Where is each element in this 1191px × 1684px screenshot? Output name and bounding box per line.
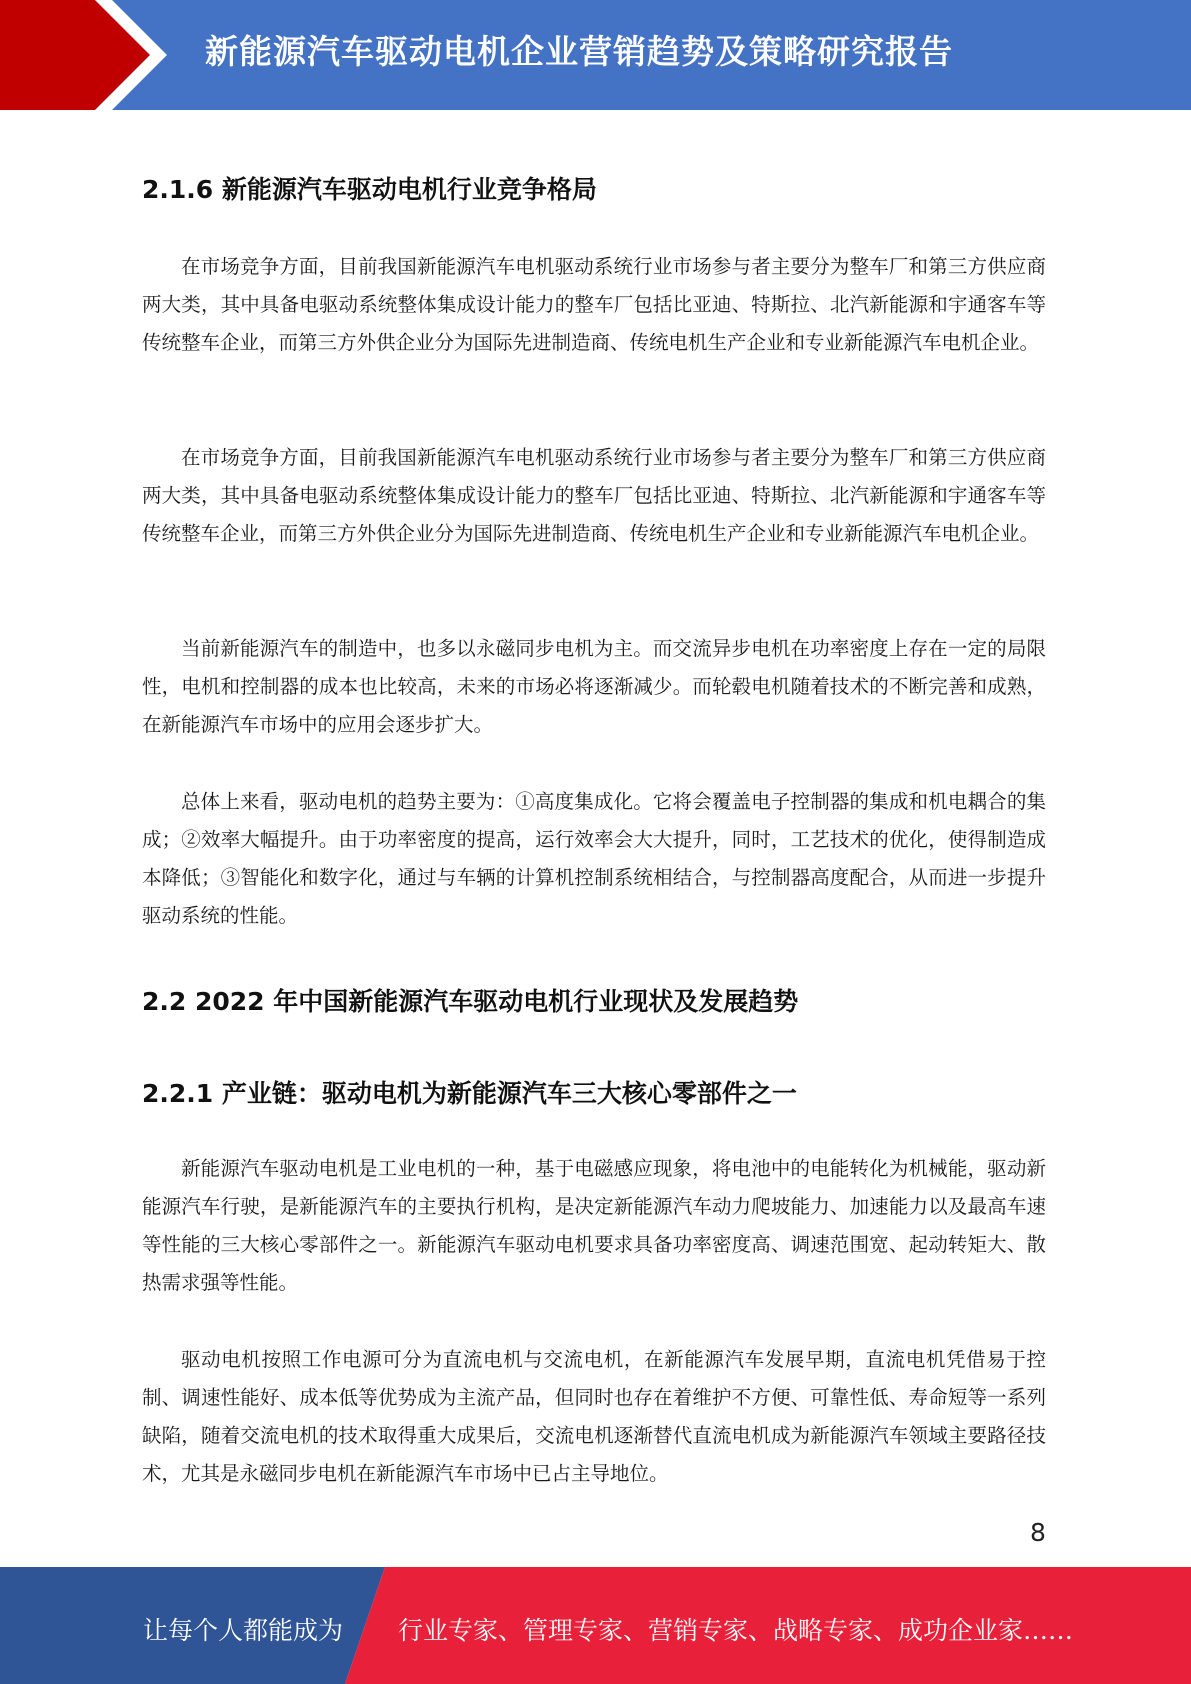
paragraph: 当前新能源汽车的制造中，也多以永磁同步电机为主。而交流异步电机在功率密度上存在一定的局限性，电机和控制器的成本也比较高，未来的市场必将逐渐减少。而轮毂电机随着技术的不断完善和成熟，在新能源汽车市场中的应用会逐步扩大。 — [142, 637, 1046, 736]
page-number: 8 — [1030, 1518, 1046, 1547]
footer-slogan-left: 让每个人都能成为 — [143, 1616, 344, 1645]
page-header — [0, 0, 1191, 110]
section-heading-2-2: 2.2 2022 年中国新能源汽车驱动电机行业现状及发展趋势 — [142, 987, 799, 1016]
paragraph: 新能源汽车驱动电机是工业电机的一种，基于电磁感应现象，将电池中的电能转化为机械能，驱动新能源汽车行驶，是新能源汽车的主要执行机构，是决定新能源汽车动力爬坡能力、加速能力以及最高车速等性能的三大核心零部件之一。新能源汽车驱动电机要求具备功率密度高、调速范围宽、起动转矩大、散热需求强等性能。 — [142, 1157, 1046, 1294]
paragraph: 在市场竞争方面，目前我国新能源汽车电机驱动系统行业市场参与者主要分为整车厂和第三方供应商两大类，其中具备电驱动系统整体集成设计能力的整车厂包括比亚迪、特斯拉、北汽新能源和宇通客车等传统整车企业，而第三方外供企业分为国际先进制造商、传统电机生产企业和专业新能源汽车电机企业。 — [142, 446, 1046, 545]
page-footer — [0, 1567, 1191, 1684]
section-heading-2-2-1: 2.2.1 产业链：驱动电机为新能源汽车三大核心零部件之一 — [142, 1079, 797, 1108]
paragraph: 在市场竞争方面，目前我国新能源汽车电机驱动系统行业市场参与者主要分为整车厂和第三方供应商两大类，其中具备电驱动系统整体集成设计能力的整车厂包括比亚迪、特斯拉、北汽新能源和宇通客车等传统整车企业，而第三方外供企业分为国际先进制造商、传统电机生产企业和专业新能源汽车电机企业。 — [142, 255, 1046, 354]
section-heading-2-1-6: 2.1.6 新能源汽车驱动电机行业竞争格局 — [142, 175, 597, 204]
report-title: 新能源汽车驱动电机企业营销趋势及策略研究报告 — [205, 32, 953, 71]
paragraph: 总体上来看，驱动电机的趋势主要为：①高度集成化。它将会覆盖电子控制器的集成和机电耦合的集成；②效率大幅提升。由于功率密度的提高，运行效率会大大提升，同时，工艺技术的优化，使得制造成本降低；③智能化和数字化，通过与车辆的计算机控制系统相结合，与控制器高度配合，从而进一步提升驱动系统的性能。 — [142, 790, 1046, 927]
footer-slogan-right: 行业专家、管理专家、营销专家、战略专家、成功企业家…… — [398, 1616, 1074, 1645]
paragraph: 驱动电机按照工作电源可分为直流电机与交流电机，在新能源汽车发展早期，直流电机凭借易于控制、调速性能好、成本低等优势成为主流产品，但同时也存在着维护不方便、可靠性低、寿命短等一系列缺陷，随着交流电机的技术取得重大成果后，交流电机逐渐替代直流电机成为新能源汽车领域主要路径技术，尤其是永磁同步电机在新能源汽车市场中已占主导地位。 — [142, 1348, 1046, 1485]
